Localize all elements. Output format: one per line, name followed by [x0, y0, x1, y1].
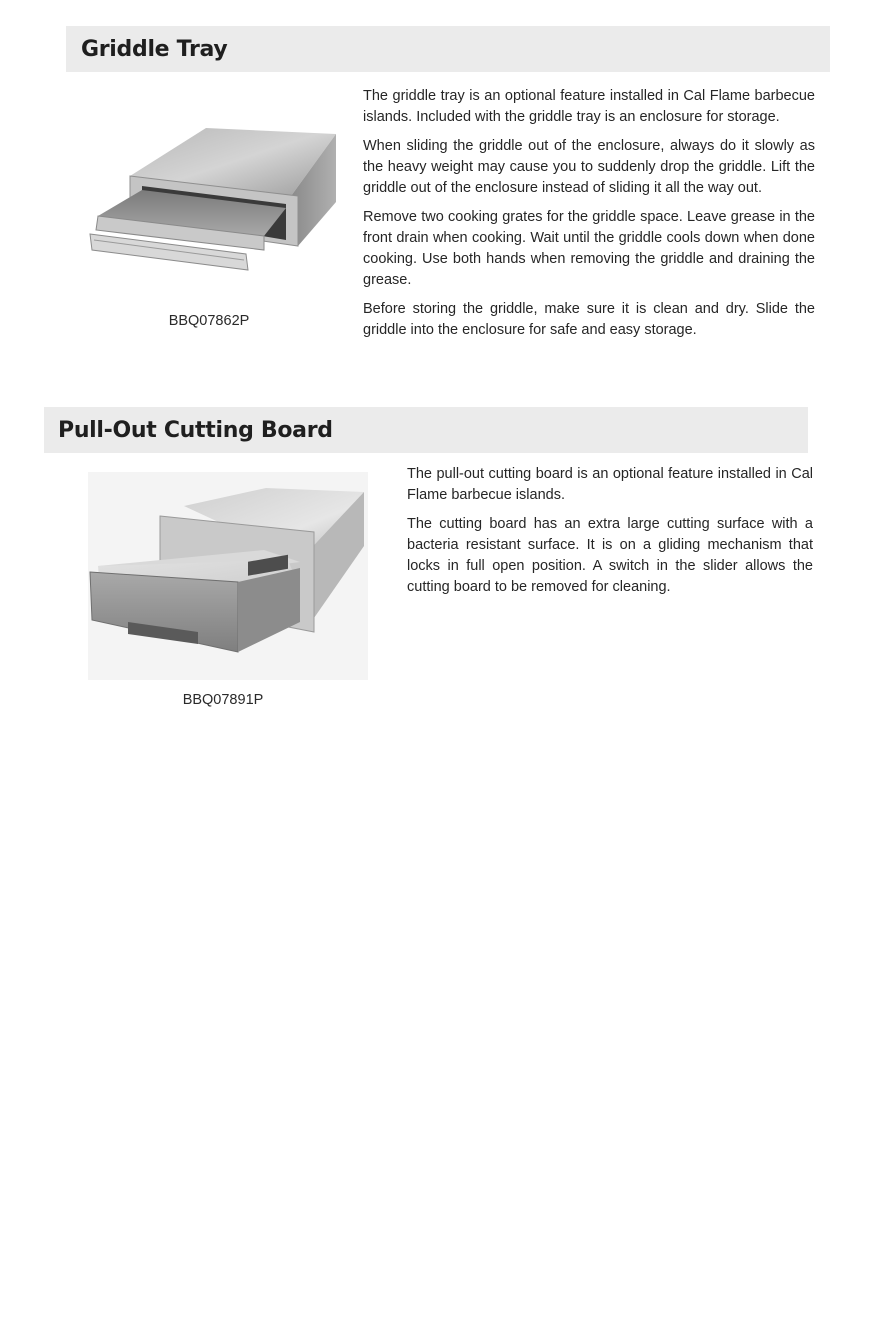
paragraph: The griddle tray is an optional feature installed in Cal Flame barbecue islands. Included with the griddle tray is an enclosure for storage.: [363, 88, 815, 125]
griddle-tray-image: [86, 124, 338, 276]
cutting-board-image: [88, 472, 368, 680]
griddle-tray-description: [363, 86, 815, 349]
product-code-caption: BBQ07862P: [168, 313, 250, 329]
paragraph: When sliding the griddle out of the enclosure, always do it slowly as the heavy weight may cause you to suddenly drop the griddle. Lift the griddle out of the enclosure instead of sliding it all the way out.: [363, 138, 815, 196]
section-title: Griddle Tray: [81, 36, 228, 62]
product-code-caption: BBQ07891P: [182, 692, 264, 708]
paragraph: Remove two cooking grates for the griddle space. Leave grease in the front drain when cooking. Wait until the griddle cools down when done cooking. Use both hands when removing the griddle and draining the grease.: [363, 209, 815, 288]
section-header-pull-out-cutting-board: [44, 407, 808, 453]
section-header-griddle-tray: [66, 26, 830, 72]
cutting-board-description: [407, 464, 813, 606]
section-title: Pull-Out Cutting Board: [58, 417, 333, 443]
paragraph: The cutting board has an extra large cutting surface with a bacteria resistant surface. It is on a gliding mechanism that locks in full open position. A switch in the slider allows the cutting board to be removed for cleaning.: [407, 516, 813, 595]
paragraph: The pull-out cutting board is an optional feature installed in Cal Flame barbecue islands.: [407, 466, 813, 503]
paragraph: Before storing the griddle, make sure it is clean and dry. Slide the griddle into the enclosure for safe and easy storage.: [363, 301, 815, 338]
